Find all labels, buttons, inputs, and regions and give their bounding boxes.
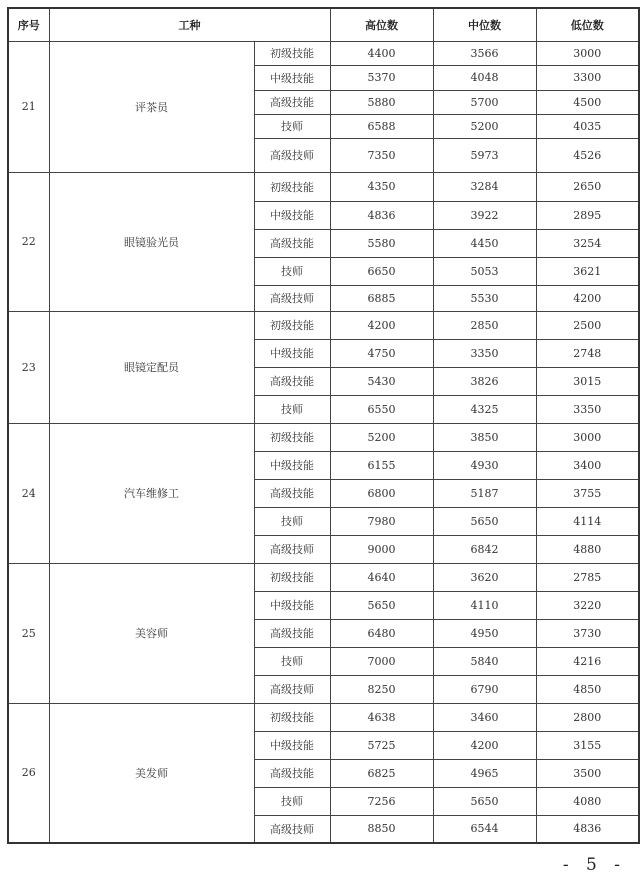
level-cell: 技师 <box>254 787 330 815</box>
low-cell: 4850 <box>536 675 639 703</box>
low-cell: 4035 <box>536 114 639 138</box>
mid-cell: 5700 <box>433 90 536 114</box>
mid-cell: 4450 <box>433 229 536 257</box>
table-row <box>8 41 639 65</box>
low-cell: 4216 <box>536 647 639 675</box>
mid-cell: 6842 <box>433 535 536 563</box>
header-seq: 序号 <box>8 8 49 41</box>
low-cell: 3621 <box>536 257 639 285</box>
level-cell: 高级技能 <box>254 759 330 787</box>
job-name-cell: 美发师 <box>49 703 254 843</box>
high-cell: 5430 <box>330 367 433 395</box>
level-cell: 高级技师 <box>254 815 330 843</box>
mid-cell: 5200 <box>433 114 536 138</box>
low-cell: 4080 <box>536 787 639 815</box>
level-cell: 初级技能 <box>254 423 330 451</box>
level-cell: 中级技能 <box>254 731 330 759</box>
high-cell: 8250 <box>330 675 433 703</box>
high-cell: 4200 <box>330 311 433 339</box>
mid-cell: 5650 <box>433 787 536 815</box>
table-row <box>8 703 639 731</box>
high-cell: 6155 <box>330 451 433 479</box>
job-name-cell: 汽车维修工 <box>49 423 254 563</box>
level-cell: 高级技师 <box>254 285 330 311</box>
level-cell: 初级技能 <box>254 41 330 65</box>
mid-cell: 3826 <box>433 367 536 395</box>
high-cell: 4640 <box>330 563 433 591</box>
low-cell: 3400 <box>536 451 639 479</box>
level-cell: 高级技师 <box>254 138 330 172</box>
mid-cell: 5973 <box>433 138 536 172</box>
low-cell: 3220 <box>536 591 639 619</box>
level-cell: 高级技能 <box>254 90 330 114</box>
low-cell: 3730 <box>536 619 639 647</box>
job-name-cell: 眼镜验光员 <box>49 172 254 311</box>
low-cell: 3300 <box>536 65 639 90</box>
mid-cell: 4048 <box>433 65 536 90</box>
low-cell: 2748 <box>536 339 639 367</box>
mid-cell: 6544 <box>433 815 536 843</box>
high-cell: 7000 <box>330 647 433 675</box>
mid-cell: 4325 <box>433 395 536 423</box>
high-cell: 5725 <box>330 731 433 759</box>
high-cell: 5580 <box>330 229 433 257</box>
mid-cell: 3566 <box>433 41 536 65</box>
low-cell: 4880 <box>536 535 639 563</box>
mid-cell: 3922 <box>433 201 536 229</box>
low-cell: 3254 <box>536 229 639 257</box>
level-cell: 高级技师 <box>254 535 330 563</box>
low-cell: 2785 <box>536 563 639 591</box>
high-cell: 4400 <box>330 41 433 65</box>
level-cell: 中级技能 <box>254 65 330 90</box>
low-cell: 2500 <box>536 311 639 339</box>
mid-cell: 4965 <box>433 759 536 787</box>
header-row <box>8 8 639 41</box>
level-cell: 技师 <box>254 647 330 675</box>
mid-cell: 3350 <box>433 339 536 367</box>
wage-table <box>7 7 640 844</box>
job-name-cell: 美容师 <box>49 563 254 703</box>
high-cell: 6800 <box>330 479 433 507</box>
mid-cell: 2850 <box>433 311 536 339</box>
seq-cell: 24 <box>8 423 49 563</box>
level-cell: 高级技能 <box>254 367 330 395</box>
mid-cell: 5650 <box>433 507 536 535</box>
high-cell: 6885 <box>330 285 433 311</box>
mid-cell: 4110 <box>433 591 536 619</box>
mid-cell: 3850 <box>433 423 536 451</box>
high-cell: 6550 <box>330 395 433 423</box>
table-row <box>8 423 639 451</box>
level-cell: 初级技能 <box>254 563 330 591</box>
low-cell: 2650 <box>536 172 639 201</box>
seq-cell: 26 <box>8 703 49 843</box>
job-name-cell: 评茶员 <box>49 41 254 172</box>
level-cell: 高级技师 <box>254 675 330 703</box>
seq-cell: 25 <box>8 563 49 703</box>
table-row <box>8 563 639 591</box>
high-cell: 4350 <box>330 172 433 201</box>
mid-cell: 5187 <box>433 479 536 507</box>
mid-cell: 4930 <box>433 451 536 479</box>
level-cell: 技师 <box>254 257 330 285</box>
high-cell: 5880 <box>330 90 433 114</box>
high-cell: 6825 <box>330 759 433 787</box>
level-cell: 技师 <box>254 507 330 535</box>
level-cell: 初级技能 <box>254 703 330 731</box>
header-high: 高位数 <box>330 8 433 41</box>
level-cell: 中级技能 <box>254 451 330 479</box>
level-cell: 高级技能 <box>254 229 330 257</box>
job-name-cell: 眼镜定配员 <box>49 311 254 423</box>
header-low: 低位数 <box>536 8 639 41</box>
mid-cell: 3620 <box>433 563 536 591</box>
low-cell: 2895 <box>536 201 639 229</box>
mid-cell: 3284 <box>433 172 536 201</box>
high-cell: 7256 <box>330 787 433 815</box>
low-cell: 4500 <box>536 90 639 114</box>
level-cell: 中级技能 <box>254 591 330 619</box>
low-cell: 3000 <box>536 41 639 65</box>
level-cell: 高级技能 <box>254 479 330 507</box>
mid-cell: 6790 <box>433 675 536 703</box>
low-cell: 3350 <box>536 395 639 423</box>
seq-cell: 21 <box>8 41 49 172</box>
level-cell: 初级技能 <box>254 311 330 339</box>
high-cell: 6480 <box>330 619 433 647</box>
high-cell: 7350 <box>330 138 433 172</box>
level-cell: 技师 <box>254 395 330 423</box>
level-cell: 初级技能 <box>254 172 330 201</box>
header-mid: 中位数 <box>433 8 536 41</box>
high-cell: 8850 <box>330 815 433 843</box>
low-cell: 4526 <box>536 138 639 172</box>
mid-cell: 5840 <box>433 647 536 675</box>
table-row <box>8 311 639 339</box>
high-cell: 6588 <box>330 114 433 138</box>
mid-cell: 4200 <box>433 731 536 759</box>
high-cell: 4750 <box>330 339 433 367</box>
table-row <box>8 172 639 201</box>
high-cell: 5370 <box>330 65 433 90</box>
high-cell: 7980 <box>330 507 433 535</box>
low-cell: 3500 <box>536 759 639 787</box>
high-cell: 6650 <box>330 257 433 285</box>
page-number: - 5 - <box>562 855 626 875</box>
level-cell: 中级技能 <box>254 339 330 367</box>
high-cell: 4638 <box>330 703 433 731</box>
high-cell: 5200 <box>330 423 433 451</box>
low-cell: 3755 <box>536 479 639 507</box>
low-cell: 4114 <box>536 507 639 535</box>
level-cell: 中级技能 <box>254 201 330 229</box>
low-cell: 2800 <box>536 703 639 731</box>
level-cell: 高级技能 <box>254 619 330 647</box>
low-cell: 4200 <box>536 285 639 311</box>
high-cell: 9000 <box>330 535 433 563</box>
seq-cell: 22 <box>8 172 49 311</box>
high-cell: 5650 <box>330 591 433 619</box>
low-cell: 3000 <box>536 423 639 451</box>
seq-cell: 23 <box>8 311 49 423</box>
low-cell: 3015 <box>536 367 639 395</box>
level-cell: 技师 <box>254 114 330 138</box>
high-cell: 4836 <box>330 201 433 229</box>
low-cell: 4836 <box>536 815 639 843</box>
mid-cell: 5530 <box>433 285 536 311</box>
low-cell: 3155 <box>536 731 639 759</box>
mid-cell: 3460 <box>433 703 536 731</box>
mid-cell: 4950 <box>433 619 536 647</box>
mid-cell: 5053 <box>433 257 536 285</box>
header-job: 工种 <box>49 8 330 41</box>
